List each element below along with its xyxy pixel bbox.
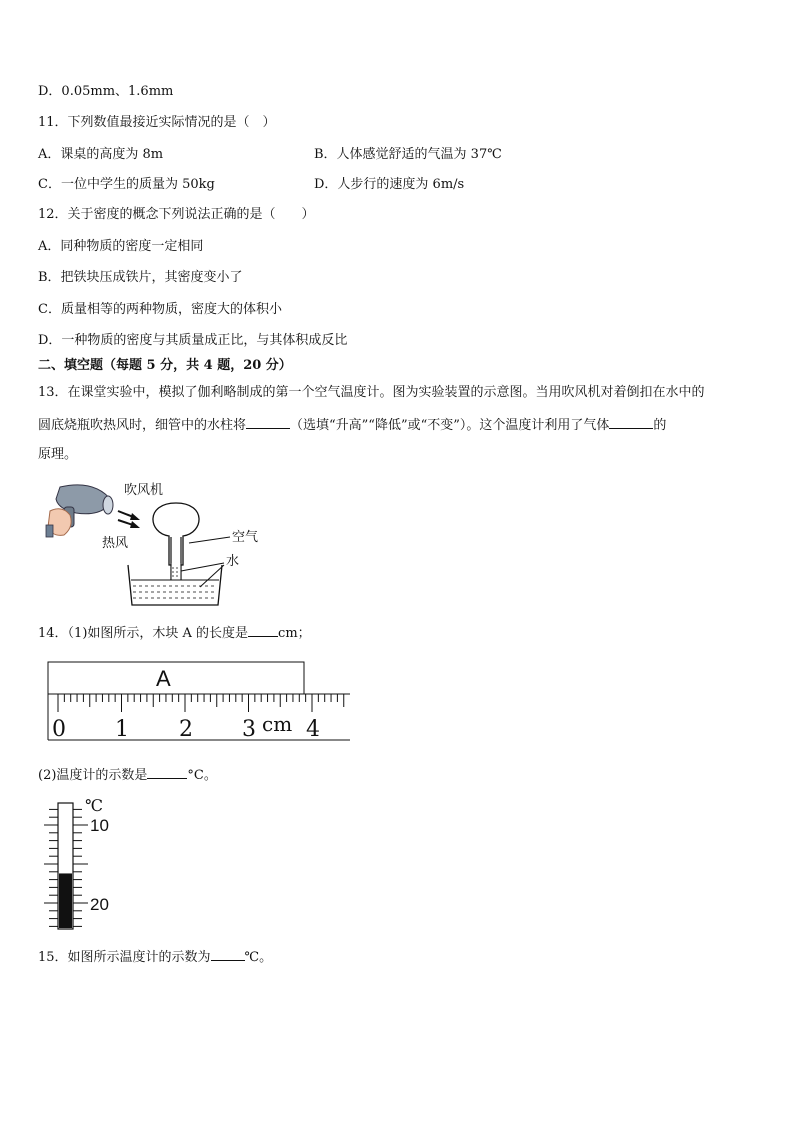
leader-line [181,563,224,571]
q15-text [38,948,272,966]
q14-part2 [38,766,217,784]
q12-stem: 12．关于密度的概念下列说法正确的是（ ） [38,207,315,222]
answer-blank[interactable] [211,948,245,961]
leader-line [189,537,230,543]
air-thermometer-figure [40,475,280,610]
mercury-column [59,873,72,928]
q11-option-c: C．一位中学生的质量为 50kg [38,177,215,192]
answer-blank[interactable] [147,766,187,779]
ruler-number: 1 [115,717,129,742]
block-label: A [156,666,171,691]
ruler-ticks [58,694,344,712]
label-water: 水 [226,554,240,569]
scale-label-bottom: 20 [90,895,109,914]
q11-stem: 11．下列数值最接近实际情况的是（ ） [38,115,276,130]
q10-option-d: D．0.05mm、1.6mm [38,84,174,99]
ruler-number: 4 [306,717,320,742]
ruler-unit: cm [262,712,293,736]
q14-text-b: cm； [278,626,311,641]
q13-line2 [38,416,666,434]
hair-dryer-icon [46,485,113,537]
q11-option-d: D．人步行的速度为 6m/s [314,177,465,192]
wood-block-a [48,662,304,694]
ruler-number: 0 [52,717,66,742]
q13-text-c: 的 [653,418,667,433]
q14-part1 [38,624,311,642]
answer-blank[interactable] [609,416,653,429]
label-air: 空气 [232,530,259,545]
scale-label-top: 10 [90,816,109,835]
q13-text-a: 圆底烧瓶吹热风时，细管中的水柱将 [38,418,247,433]
label-hot-wind: 热风 [102,536,129,551]
q14-text-a: 14．（1)如图所示，木块 A 的长度是 [38,626,249,641]
thermometer-figure [40,795,130,935]
unit-symbol: ℃ [85,796,103,815]
q15-text-a: 15．如图所示温度计的示数为 [38,950,211,965]
section-heading: 二、填空题（每题 5 分，共 4 题，20 分） [38,358,292,373]
hot-wind-arrows-icon [118,511,140,528]
q12-option-a: A．同种物质的密度一定相同 [38,239,204,254]
q12-option-c: C．质量相等的两种物质，密度大的体积小 [38,302,282,317]
q13-line1: 13．在课堂实验中，模拟了伽利略制成的第一个空气温度计。图为实验装置的示意图。当用吹风机对着倒扣在水中的 [38,385,705,400]
q14-text-d: °C。 [187,768,217,783]
ruler-figure [40,656,355,746]
label-dryer: 吹风机 [124,483,164,498]
q11-option-a: A．课桌的高度为 8m [38,147,164,162]
q12-option-b: B．把铁块压成铁片，其密度变小了 [38,270,243,285]
q13-line3: 原理。 [38,447,78,462]
q14-text-c: (2)温度计的示数是 [38,768,148,783]
ruler-number: 2 [179,717,193,742]
q15-text-b: ℃。 [244,950,273,965]
ruler-number: 3 [242,717,256,742]
answer-blank[interactable] [246,416,290,429]
q13-text-b: （选填“升高”“降低”或“不变”）。这个温度计利用了气体 [290,418,610,433]
q11-option-b: B．人体感觉舒适的气温为 37℃ [314,147,502,162]
q12-option-d: D．一种物质的密度与其质量成正比，与其体积成反比 [38,333,348,348]
answer-blank[interactable] [248,624,278,637]
